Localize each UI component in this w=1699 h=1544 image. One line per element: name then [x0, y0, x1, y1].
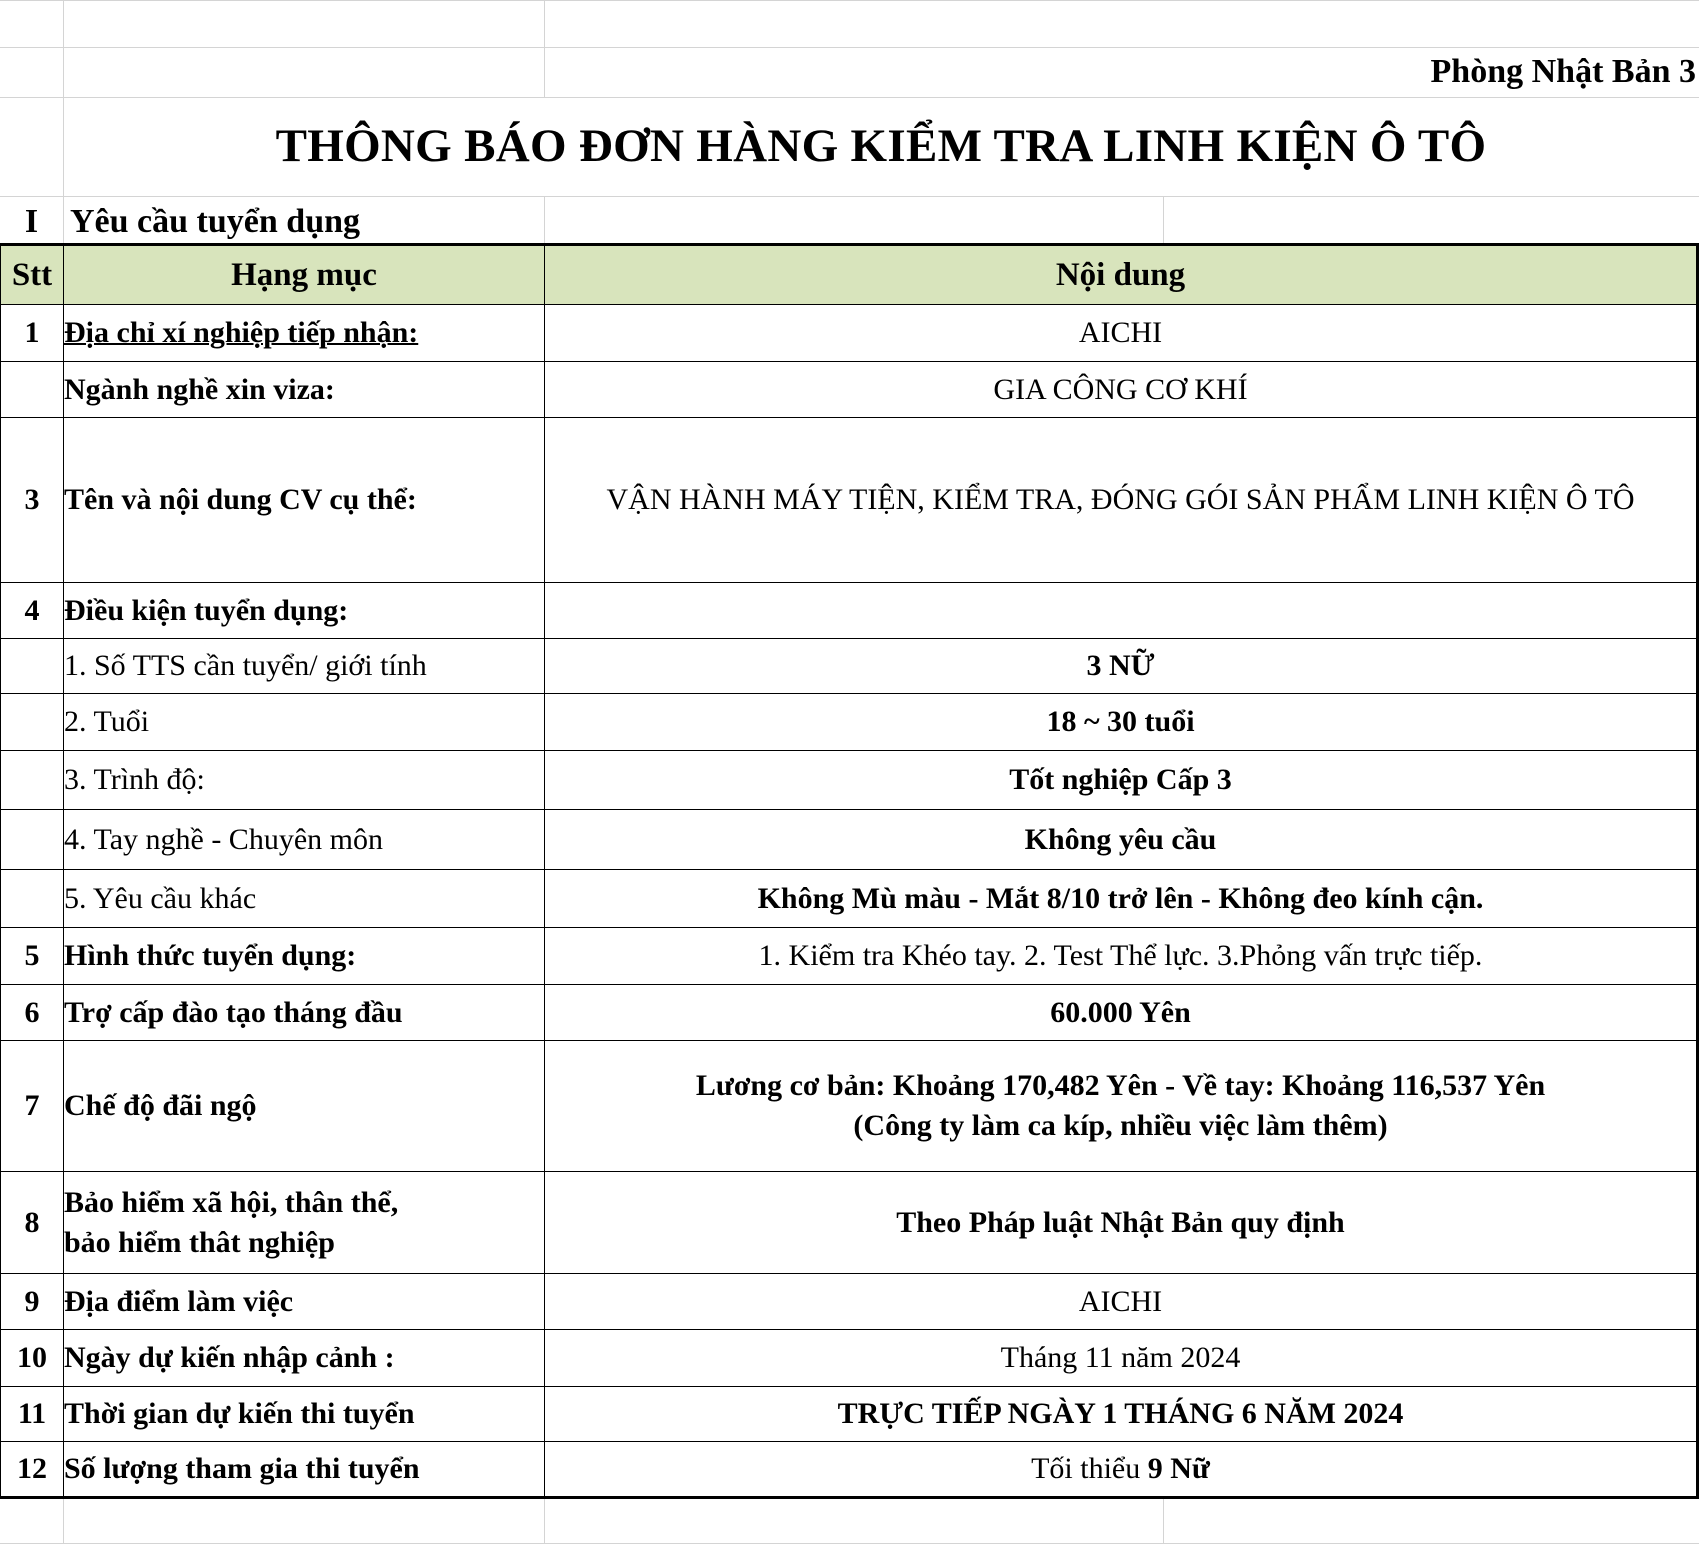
- table-row: [1, 305, 1698, 362]
- table-subrow: [1, 810, 1698, 870]
- row-number: 7: [1, 1041, 64, 1172]
- value-count: 9 Nữ: [1147, 1452, 1210, 1485]
- row-label: Chế độ đãi ngộ: [64, 1041, 545, 1172]
- table-row: [1, 985, 1698, 1041]
- row-label: Tên và nội dung CV cụ thể:: [64, 418, 545, 583]
- table-subrow: [1, 870, 1698, 928]
- table-subrow: [1, 694, 1698, 751]
- row-label: Hình thức tuyển dụng:: [64, 928, 545, 985]
- row-label: 1. Số TTS cần tuyển/ giới tính: [64, 639, 545, 694]
- row-number: 8: [1, 1172, 64, 1274]
- table-row: [1, 1274, 1698, 1330]
- row-number: 10: [1, 1330, 64, 1387]
- row-number: 11: [1, 1387, 64, 1442]
- column-header-category: Hạng mục: [64, 245, 545, 305]
- row-number: [1, 751, 64, 810]
- row-label: Trợ cấp đào tạo tháng đầu: [64, 985, 545, 1041]
- row-label-line: bảo hiểm thât nghiệp: [64, 1225, 335, 1259]
- row-label: Ngày dự kiến nhập cảnh :: [64, 1330, 545, 1387]
- row-value: AICHI: [545, 1274, 1698, 1330]
- row-number: [1, 694, 64, 751]
- row-label: 5. Yêu cầu khác: [64, 870, 545, 928]
- row-value: [545, 583, 1698, 639]
- row-value: [545, 1442, 1698, 1498]
- section-label: Yêu cầu tuyển dụng: [70, 203, 361, 240]
- row-number: 12: [1, 1442, 64, 1498]
- row-value: Không Mù màu - Mắt 8/10 trở lên - Không đeo kính cận.: [545, 870, 1698, 928]
- value-prefix: Tối thiểu: [1031, 1452, 1148, 1485]
- row-label: Thời gian dự kiến thi tuyển: [64, 1387, 545, 1442]
- table-header-row: [1, 245, 1698, 305]
- table-row: [1, 362, 1698, 418]
- row-value: 18 ~ 30 tuổi: [545, 694, 1698, 751]
- table-row: [1, 1442, 1698, 1498]
- row-label: 4. Tay nghề - Chuyên môn: [64, 810, 545, 870]
- table-subrow: [1, 639, 1698, 694]
- gridline: [1163, 1496, 1164, 1544]
- row-number: 3: [1, 418, 64, 583]
- row-value: GIA CÔNG CƠ KHÍ: [545, 362, 1698, 418]
- row-value: VẬN HÀNH MÁY TIỆN, KIỂM TRA, ĐÓNG GÓI SẢN PHẨM LINH KIỆN Ô TÔ: [545, 418, 1698, 583]
- shift-note-text: (Công ty làm ca kíp, nhiều việc làm thêm): [853, 1109, 1388, 1142]
- gridline: [544, 1496, 545, 1544]
- row-number: [1, 362, 64, 418]
- row-label: [64, 1172, 545, 1274]
- row-number: 6: [1, 985, 64, 1041]
- table-row: [1, 583, 1698, 639]
- page-title: THÔNG BÁO ĐƠN HÀNG KIỂM TRA LINH KIỆN Ô TÔ: [275, 120, 1487, 172]
- row-number: [1, 870, 64, 928]
- row-label-text: Địa chỉ xí nghiệp tiếp nhận:: [64, 316, 419, 349]
- table-subrow: [1, 751, 1698, 810]
- column-header-stt: Stt: [1, 245, 64, 305]
- row-number: 5: [1, 928, 64, 985]
- row-label: Số lượng tham gia thi tuyển: [64, 1442, 545, 1498]
- row-value: 60.000 Yên: [545, 985, 1698, 1041]
- row-label: 3. Trình độ:: [64, 751, 545, 810]
- row-value: 3 NỮ: [545, 639, 1698, 694]
- row-value: Tốt nghiệp Cấp 3: [545, 751, 1698, 810]
- table-row: [1, 1330, 1698, 1387]
- row-number: 4: [1, 583, 64, 639]
- table-row: [1, 418, 1698, 583]
- requirements-table: [0, 243, 1699, 1499]
- row-label: [64, 305, 545, 362]
- gridline: [1163, 196, 1164, 243]
- table-row: [1, 1387, 1698, 1442]
- table-row: [1, 928, 1698, 985]
- office-name: Phòng Nhật Bản 3: [1430, 53, 1696, 90]
- gridline: [0, 0, 1699, 1]
- gridline: [544, 196, 545, 243]
- row-label: Ngành nghề xin viza:: [64, 362, 545, 418]
- row-label: Địa điểm làm việc: [64, 1274, 545, 1330]
- row-label-line: Bảo hiểm xã hội, thân thể,: [64, 1185, 399, 1219]
- gridline: [544, 0, 545, 97]
- row-number: [1, 810, 64, 870]
- row-value: AICHI: [545, 305, 1698, 362]
- row-value: Theo Pháp luật Nhật Bản quy định: [545, 1172, 1698, 1274]
- row-number: 1: [1, 305, 64, 362]
- table-row: [1, 1041, 1698, 1172]
- section-number: I: [24, 203, 39, 240]
- salary-text: Lương cơ bản: Khoảng 170,482 Yên - Về tay: Khoảng 116,537 Yên: [695, 1069, 1546, 1102]
- row-label: Điều kiện tuyển dụng:: [64, 583, 545, 639]
- column-header-content: Nội dung: [545, 245, 1698, 305]
- row-number: [1, 639, 64, 694]
- row-value: Không yêu cầu: [545, 810, 1698, 870]
- row-value: [545, 1041, 1698, 1172]
- row-value: 1. Kiểm tra Khéo tay. 2. Test Thể lực. 3.Phỏng vấn trực tiếp.: [545, 928, 1698, 985]
- row-value: TRỰC TIẾP NGÀY 1 THÁNG 6 NĂM 2024: [545, 1387, 1698, 1442]
- row-number: 9: [1, 1274, 64, 1330]
- table-row: [1, 1172, 1698, 1274]
- row-label: 2. Tuổi: [64, 694, 545, 751]
- row-value: Tháng 11 năm 2024: [545, 1330, 1698, 1387]
